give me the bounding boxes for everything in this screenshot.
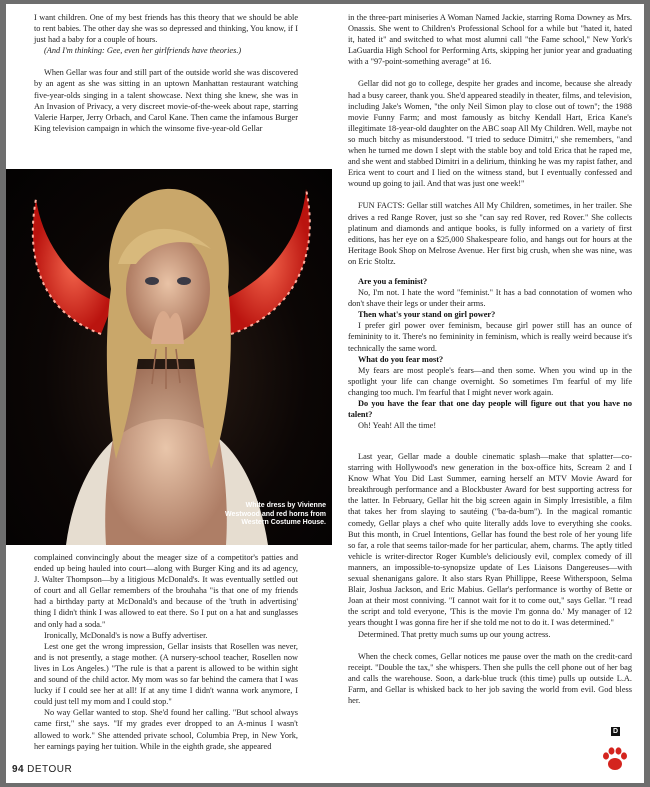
interview-question: Do you have the fear that one day people will figure out that you have no talent? — [348, 399, 632, 420]
interview-question: Then what's your stand on girl power? — [358, 310, 496, 320]
paw-logo-icon — [600, 745, 630, 773]
photo-caption: White dress by Vivienne Westwood and red horns from Western Costume House. — [225, 502, 326, 527]
paragraph: No way Gellar wanted to stop. She'd found her calling. "But school always came first," she says. "If my grades ever dropped to an A-minus I wasn't allowed to work." She attended private school, Columbia Prep, in New York, her earnings paying her tuition. While in the eighth grade, she appeared — [34, 708, 298, 751]
page-number: 94 — [12, 764, 25, 775]
paragraph: (And I'm thinking: Gee, even her girlfriends have theories.) — [44, 46, 242, 56]
paragraph: Gellar did not go to college, despite her grades and income, because she already had a busy career, thank you. She'd appeared steadily in theater, films, and television, including Jake's Women, "the only Neil Simon play to close out of town"; the 1988 movie Funny Farm; and most famously as bitchy Kendall Hart, Erica Kane's illegitimate 18-year-old daughter on the ABC soap All My Children. Well, maybe not so much bitchy as misunderstood. "I tried to seduce Dimitri," she remembers, "and when he turned me down I slept with the stable boy and told Erica that he raped me, and she went and stabbed Dimitri in a delirium, thinking he was my rapist father, and Erica went to court and I lied on the witness stand, but I eventually confessed and wound up going to jail. And that was just one week!" — [348, 79, 632, 189]
interview-answer: My fears are most people's fears—and then some. When you wind up in the spotlight your life can change overnight. So sometimes I'm fearful of my life changing too much. I'm fearful that I might never work again. — [348, 365, 632, 397]
paragraph: I want children. One of my best friends has this theory that we should be able to rent babies. The other day she was so depressed and thinking, You know, if I just had a baby for a couple of hours. — [34, 13, 298, 45]
paragraph: Lest one get the wrong impression, Gellar insists that Rosellen was never, and is not presently, a stage mother. (A nursery-school teacher, Rosellen now lives in Los Angeles.) "The rule is that a parent is allowed to be within sight and sound of the child actor. My mom was so far behind the camera that I was lucky if I could see her at all! If at any time I didn't wanna work anymore, I could just tell my mom and I could stop." — [34, 641, 298, 707]
red-horn-left — [33, 199, 114, 334]
paragraph: Last year, Gellar made a double cinematic splash—make that splatter—co-starring with Hollywood's new generation in the box-office hits, Scream 2 and I Know What You Did Last Summer, earning herself an MTV Movie Award for breakthrough performance and a Blockbuster Award for best supporting actress for the latter. In February, Gellar hit the big screen again in Simply Irresistible, a film that takes her from slaying to sautéing ("ba-da-bum"). In the magical romantic comedy, Gellar plays a chef who quite literally adds love to everything she cooks. But this month, in Cruel Intentions, Gellar has found the best role of her young life so far, a role that seems tailor-made for her particular, ahem, charms. The aptly titled vehicle is writer-director Roger Kumble's deliciously evil, complex comedy of ill manners, an impossible-to-synopsize update of Les Liaisons Dangereuses—with sexual shenanigans galore. It also stars Ryan Phillippe, Reese Witherspoon, Selma Blair, Joshua Jackson, and Eric Mabius. Gellar's performance is worthy of Bette or Joan at their most conniving. "I cannot wait for it to come out," says Gellar. "I read the script and told everyone, 'This is the movie I'm gonna do.' My manager of 12 years thought I was gonna fire her if she told me not to do it. I was determined." — [348, 452, 632, 628]
paragraph: Ironically, McDonald's is now a Buffy advertiser. — [44, 630, 208, 640]
paragraph: FUN FACTS: Gellar still watches All My Children, sometimes, in her trailer. She drives a red Range Rover, just so she "can say red Rover, red Rover." She collects platinum and diamonds and antique books, is fully informed on a variety of first editions, has her eye on a $25,000 Shakespeare folio, and hangs out for hours at the Heritage Book Shop on Melrose Avenue. Her first big crush, when she was nine, was on Eric Stoltz. — [348, 201, 632, 266]
paragraph: When the check comes, Gellar notices me pause over the math on the credit-card receipt. "Double the tax," she whispers. Then she pulls the cell phone out of her bag and calls the warehouse. Soon, a dark-blue truck (this time) pulls up outside L.A. Farm, and Gellar is whisked back to her job saving the world from evil. God bless her. — [348, 651, 632, 705]
interview-question: Are you a feminist? — [358, 276, 428, 286]
interview-answer: I prefer girl power over feminism, because girl power still has an ounce of femininity to it. There's no femininity in feminism, which is really weird because it's technically the same word. — [348, 321, 632, 353]
interview-answer: Oh! Yeah! All the time! — [358, 421, 437, 431]
magazine-name: DETOUR — [27, 764, 73, 775]
right-column-top — [348, 12, 632, 431]
paragraph: complained convincingly about the meager size of a competitor's patties and ended up being hauled into court—along with Burger King and its ad agency, J. Walter Thompson—by a litigious McDonald's. It was eventually settled out of court and all Gellar remembers of the brouhaha "is that one of my friends had a birthday party at McDonald's and because of the 'truth in advertising' thing I didn't think I was allowed to eat there. So I put on a hat and sunglasses and only had a soda." — [34, 553, 298, 629]
portrait-photo — [6, 169, 332, 545]
end-of-article-mark: D — [612, 728, 619, 735]
paragraph: Determined. That pretty much sums up our young actress. — [358, 629, 551, 639]
portrait-illustration — [6, 169, 332, 545]
paragraph: When Gellar was four and still part of the outside world she was discovered by an agent as she was sitting in an uptown Manhattan restaurant watching five-year-olds singing in a talent showcase. Next thing she knew, she was in An Invasion of Privacy, a very discreet movie-of-the-week about rape, starring Valerie Harper, Jerry Orbach, and Carol Kane. Then came the infamous Burger King television campaign in which the winsome five-year-old Gellar — [34, 68, 298, 133]
right-column-bottom — [348, 440, 632, 706]
paragraph: in the three-part miniseries A Woman Named Jackie, starring Roma Downey as Mrs. Onassis. She went to Children's Professional School for a while but "hated it, hated it, hated it" and switched to what most alumni call "the Fame school," New York's LaGuardia High School for Performing Arts, skipping her junior year and graduating with a "97-point-something average" at 16. — [348, 13, 632, 67]
left-column-bottom — [34, 552, 298, 752]
page-footer — [12, 764, 72, 775]
red-horn-right — [221, 189, 310, 334]
interview-answer: No, I'm not. I hate the word "feminist." It has a bad connotation of women who don't shave their legs or under their arms. — [348, 288, 632, 309]
left-column-top — [34, 12, 298, 134]
magazine-page — [6, 4, 644, 783]
interview-question: What do you fear most? — [358, 354, 444, 364]
